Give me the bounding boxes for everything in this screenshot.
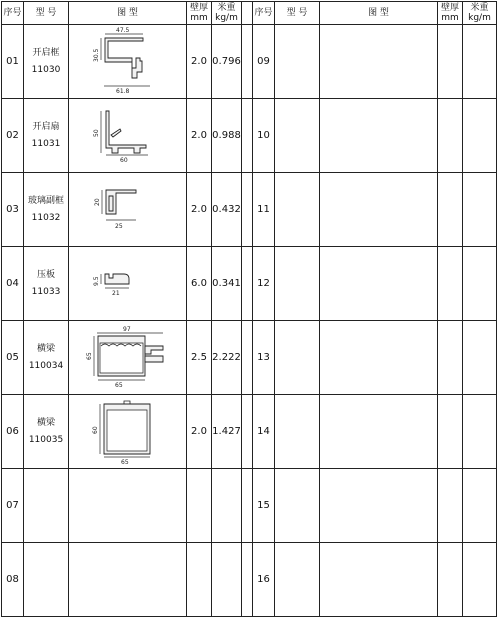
header-spacer xyxy=(242,2,253,25)
row-model xyxy=(24,247,69,321)
meter-weight: 2.222 xyxy=(212,321,242,395)
empty-cell xyxy=(320,395,438,469)
empty-cell xyxy=(438,173,463,247)
dim-label: 60 xyxy=(91,425,99,434)
row-seq: 07 xyxy=(2,469,24,543)
wall-thickness: 2.0 xyxy=(187,99,212,173)
header-model-right: 型 号 xyxy=(275,2,320,25)
meter-weight: 0.341 xyxy=(212,247,242,321)
empty-cell xyxy=(463,173,497,247)
header-seq: 序号 xyxy=(2,2,24,25)
meter-weight: 0.432 xyxy=(212,173,242,247)
profile-drawing-11031 xyxy=(88,105,168,167)
row-seq: 01 xyxy=(2,25,24,99)
empty-cell xyxy=(275,247,320,321)
meter-weight: 0.988 xyxy=(212,99,242,173)
empty-cell xyxy=(463,247,497,321)
profile-drawing-110035 xyxy=(88,398,168,466)
profile-drawing xyxy=(69,247,187,321)
dim-label: 20 xyxy=(93,197,101,206)
model-code: 11032 xyxy=(31,212,61,223)
table-row xyxy=(2,469,497,543)
profile-drawing-110034 xyxy=(83,326,173,390)
model-code: 11033 xyxy=(31,286,61,297)
model-name: 横梁 xyxy=(36,343,55,354)
model-code: 11031 xyxy=(31,138,61,149)
empty-cell xyxy=(320,99,438,173)
empty-cell xyxy=(275,173,320,247)
table-row xyxy=(2,25,497,99)
row-seq-right: 14 xyxy=(253,395,275,469)
dim-label: 60 xyxy=(119,156,128,164)
empty-cell xyxy=(463,469,497,543)
header-model: 型 号 xyxy=(24,2,69,25)
wall-thickness: 6.0 xyxy=(187,247,212,321)
row-model xyxy=(24,25,69,99)
dim-label: 21 xyxy=(111,289,120,297)
wall-thickness: 2.5 xyxy=(187,321,212,395)
header-wall xyxy=(187,2,212,25)
spacer-cell xyxy=(242,25,253,99)
model-name: 玻璃副框 xyxy=(27,195,64,206)
row-model xyxy=(24,173,69,247)
wall-thickness: 2.0 xyxy=(187,25,212,99)
empty-cell xyxy=(438,321,463,395)
empty-cell xyxy=(463,395,497,469)
empty-cell xyxy=(438,395,463,469)
header-wall-label: 壁厚 xyxy=(189,3,208,13)
empty-cell xyxy=(24,469,69,543)
row-seq: 04 xyxy=(2,247,24,321)
dim-label: 50 xyxy=(92,128,100,137)
header-row xyxy=(2,2,497,25)
empty-cell xyxy=(320,543,438,617)
empty-cell xyxy=(275,395,320,469)
table-row xyxy=(2,395,497,469)
empty-cell xyxy=(212,543,242,617)
empty-cell xyxy=(24,543,69,617)
header-drawing-right: 图 型 xyxy=(320,2,438,25)
row-seq-right: 15 xyxy=(253,469,275,543)
model-name: 横梁 xyxy=(36,417,55,428)
profile-drawing-11032 xyxy=(88,184,168,236)
table-row xyxy=(2,99,497,173)
model-code: 110035 xyxy=(28,434,64,445)
model-name: 开启框 xyxy=(32,47,60,58)
empty-cell xyxy=(438,469,463,543)
empty-cell xyxy=(320,321,438,395)
dim-label: 65 xyxy=(114,381,123,389)
header-weight-label: 米重 xyxy=(217,3,236,13)
header-seq-right: 序号 xyxy=(253,2,275,25)
dim-label: 9.5 xyxy=(92,275,100,286)
empty-cell xyxy=(275,321,320,395)
empty-cell xyxy=(438,247,463,321)
row-seq: 06 xyxy=(2,395,24,469)
spacer-cell xyxy=(242,321,253,395)
empty-cell xyxy=(463,321,497,395)
dim-label: 61.8 xyxy=(115,87,129,95)
wall-thickness: 2.0 xyxy=(187,395,212,469)
profile-drawing-11030 xyxy=(88,28,168,96)
profile-drawing xyxy=(69,173,187,247)
model-name: 开启扇 xyxy=(32,121,60,132)
spacer-cell xyxy=(242,543,253,617)
row-seq: 08 xyxy=(2,543,24,617)
dim-label: 30.5 xyxy=(92,48,100,62)
row-seq-right: 16 xyxy=(253,543,275,617)
table-row xyxy=(2,247,497,321)
model-name: 压板 xyxy=(36,269,55,280)
empty-cell xyxy=(320,247,438,321)
empty-cell xyxy=(69,469,187,543)
header-drawing: 图 型 xyxy=(69,2,187,25)
table-row xyxy=(2,321,497,395)
empty-cell xyxy=(463,25,497,99)
spacer-cell xyxy=(242,395,253,469)
row-seq-right: 12 xyxy=(253,247,275,321)
empty-cell xyxy=(438,543,463,617)
row-seq-right: 11 xyxy=(253,173,275,247)
row-seq: 05 xyxy=(2,321,24,395)
profile-catalog-table xyxy=(1,1,497,617)
header-weight-unit-right: kg/m xyxy=(468,13,491,23)
empty-cell xyxy=(320,25,438,99)
row-model xyxy=(24,99,69,173)
empty-cell xyxy=(187,469,212,543)
table-row xyxy=(2,543,497,617)
empty-cell xyxy=(320,469,438,543)
row-seq: 02 xyxy=(2,99,24,173)
header-wall-unit: mm xyxy=(190,13,208,23)
empty-cell xyxy=(438,25,463,99)
header-wall-right xyxy=(438,2,463,25)
model-code: 11030 xyxy=(31,64,61,75)
empty-cell xyxy=(275,99,320,173)
spacer-cell xyxy=(242,173,253,247)
profile-drawing xyxy=(69,395,187,469)
profile-drawing xyxy=(69,25,187,99)
row-seq-right: 10 xyxy=(253,99,275,173)
row-seq-right: 09 xyxy=(253,25,275,99)
header-wall-label-right: 壁厚 xyxy=(440,3,459,13)
row-model xyxy=(24,321,69,395)
empty-cell xyxy=(69,543,187,617)
meter-weight: 1.427 xyxy=(212,395,242,469)
empty-cell xyxy=(320,173,438,247)
header-weight-label-right: 米重 xyxy=(470,3,489,13)
empty-cell xyxy=(463,99,497,173)
table-row xyxy=(2,173,497,247)
spacer-cell xyxy=(242,247,253,321)
dim-label: 47.5 xyxy=(115,26,129,34)
meter-weight: 0.796 xyxy=(212,25,242,99)
empty-cell xyxy=(463,543,497,617)
profile-drawing xyxy=(69,321,187,395)
empty-cell xyxy=(438,99,463,173)
model-code: 110034 xyxy=(28,360,64,371)
empty-cell xyxy=(275,543,320,617)
spacer-cell xyxy=(242,469,253,543)
header-weight-unit: kg/m xyxy=(215,13,238,23)
profile-drawing-11033 xyxy=(88,264,168,304)
empty-cell xyxy=(187,543,212,617)
wall-thickness: 2.0 xyxy=(187,173,212,247)
empty-cell xyxy=(212,469,242,543)
header-weight xyxy=(212,2,242,25)
row-seq-right: 13 xyxy=(253,321,275,395)
dim-label: 65 xyxy=(85,351,93,360)
empty-cell xyxy=(275,469,320,543)
empty-cell xyxy=(275,25,320,99)
profile-drawing xyxy=(69,99,187,173)
dim-label: 65 xyxy=(120,458,129,466)
header-wall-unit-right: mm xyxy=(441,13,459,23)
row-seq: 03 xyxy=(2,173,24,247)
row-model xyxy=(24,395,69,469)
dim-label: 97 xyxy=(122,325,131,333)
spacer-cell xyxy=(242,99,253,173)
header-weight-right xyxy=(463,2,497,25)
dim-label: 25 xyxy=(114,222,123,230)
